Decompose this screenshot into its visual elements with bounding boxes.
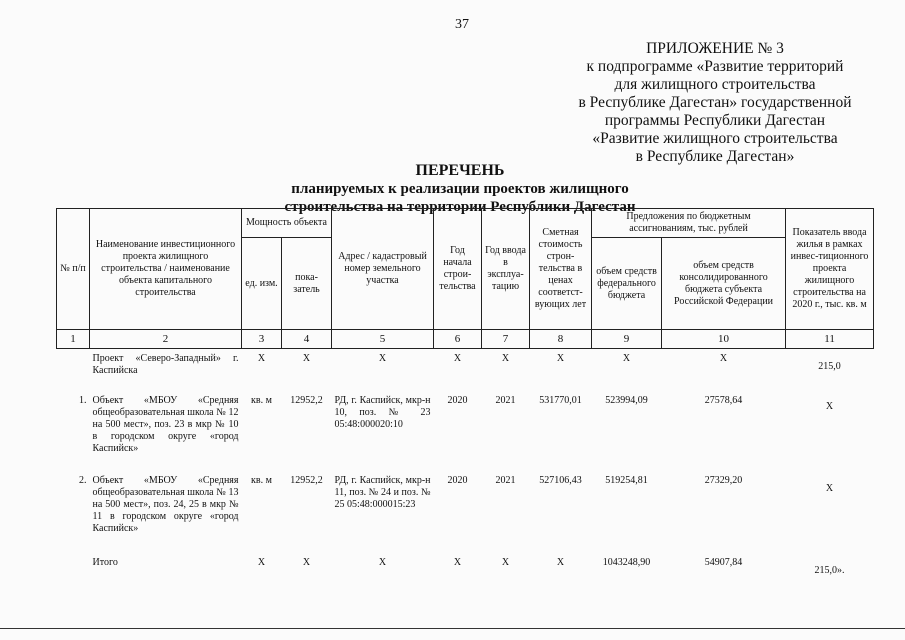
cell-indicator: 215,0». bbox=[814, 565, 845, 576]
appendix-line: ПРИЛОЖЕНИЕ № 3 bbox=[646, 40, 784, 57]
header-proposals: Предложения по бюджетным ассигнованиям, тыс. рублей bbox=[592, 209, 786, 238]
header-commission-year: Год ввода в эксплуа-тацию bbox=[482, 209, 530, 330]
col-number: 9 bbox=[592, 330, 662, 349]
cell-name: Объект «МБОУ «Средняя общеобразовательная школа № 13 на 500 мест», поз. 24, 25 в мкр № 11 в городском округе «город Каспийск» bbox=[92, 475, 239, 534]
cell-name: Объект «МБОУ «Средняя общеобразовательная школа № 12 на 500 мест», поз. 23 в мкр № 10 в городском округе «город Каспийск» bbox=[92, 395, 239, 454]
cell-commission: X bbox=[501, 557, 510, 568]
header-capacity: Мощность объекта bbox=[242, 209, 332, 238]
appendix-line: в Республике Дагестан» bbox=[635, 148, 795, 165]
cell-unit: кв. м bbox=[251, 475, 272, 486]
cell-name: Проект «Северо-Западный» г. Каспийска bbox=[92, 353, 239, 376]
col-number: 6 bbox=[434, 330, 482, 349]
title-line: строительства на территории Республики Дагестан bbox=[284, 199, 636, 215]
title-line: планируемых к реализации проектов жилищного bbox=[291, 181, 629, 197]
cell-cost: 531770,01 bbox=[539, 395, 582, 406]
cell-address: РД, г. Каспийск, мкр-н 10, поз. № 23 05:48:000020:10 bbox=[334, 395, 431, 430]
cell-federal: 519254,81 bbox=[605, 475, 648, 486]
appendix-heading bbox=[560, 40, 870, 166]
cell-num: 2. bbox=[79, 475, 87, 486]
header-unit: ед. изм. bbox=[242, 238, 282, 330]
column-number-row bbox=[57, 330, 874, 349]
appendix-line: «Развитие жилищного строительства bbox=[592, 130, 838, 147]
title-line: ПЕРЕЧЕНЬ bbox=[415, 162, 505, 179]
table-row-total bbox=[57, 553, 874, 597]
page-number: 37 bbox=[455, 17, 469, 32]
col-number: 11 bbox=[786, 330, 874, 349]
cell-name: Итого bbox=[92, 557, 118, 568]
col-number: 10 bbox=[662, 330, 786, 349]
header-value: пока-затель bbox=[282, 238, 332, 330]
cell-start: X bbox=[453, 353, 462, 364]
col-number: 2 bbox=[90, 330, 242, 349]
cell-regional: X bbox=[719, 353, 728, 364]
cell-unit: X bbox=[257, 353, 266, 364]
cell-value: 12952,2 bbox=[290, 475, 323, 486]
header-address: Адрес / кадастровый номер земельного участка bbox=[332, 209, 434, 330]
cell-federal: X bbox=[622, 353, 631, 364]
col-number: 1 bbox=[57, 330, 90, 349]
cell-indicator: 215,0 bbox=[818, 361, 841, 372]
cell-unit: кв. м bbox=[251, 395, 272, 406]
col-number: 5 bbox=[332, 330, 434, 349]
header-indicator: Показатель ввода жилья в рамках инвес-тиционного проекта жилищного строительства на 2020 г., тыс. кв. м bbox=[786, 209, 874, 330]
cell-indicator: X bbox=[825, 401, 834, 412]
table-row bbox=[57, 471, 874, 553]
table-row bbox=[57, 391, 874, 471]
cell-num: 1. bbox=[79, 395, 87, 406]
col-number: 7 bbox=[482, 330, 530, 349]
header-regional: объем средств консолидированного бюджета субъекта Российской Федерации bbox=[662, 238, 786, 330]
cell-start: 2020 bbox=[447, 475, 468, 486]
cell-address: X bbox=[378, 353, 387, 364]
appendix-line: в Республике Дагестан» государственной bbox=[578, 94, 852, 111]
cell-start: X bbox=[453, 557, 462, 568]
cell-federal: 1043248,90 bbox=[602, 557, 651, 568]
cell-indicator: X bbox=[825, 483, 834, 494]
cell-start: 2020 bbox=[447, 395, 468, 406]
cell-cost: X bbox=[556, 353, 565, 364]
cell-federal: 523994,09 bbox=[605, 395, 648, 406]
cell-address: X bbox=[378, 557, 387, 568]
cell-cost: 527106,43 bbox=[539, 475, 582, 486]
col-number: 4 bbox=[282, 330, 332, 349]
cell-commission: 2021 bbox=[495, 395, 516, 406]
appendix-line: программы Республики Дагестан bbox=[604, 112, 826, 129]
cell-regional: 27578,64 bbox=[704, 395, 743, 406]
col-number: 3 bbox=[242, 330, 282, 349]
cell-num bbox=[57, 349, 90, 392]
cell-value: 12952,2 bbox=[290, 395, 323, 406]
header-num: № п/п bbox=[57, 209, 90, 330]
cell-commission: X bbox=[501, 353, 510, 364]
page-bottom-rule bbox=[0, 628, 905, 629]
cell-num bbox=[57, 553, 90, 597]
cell-unit: X bbox=[257, 557, 266, 568]
cell-value: X bbox=[302, 557, 311, 568]
col-number: 8 bbox=[530, 330, 592, 349]
header-cost: Сметная стоимость строн-тельства в ценах соответст-вующих лет bbox=[530, 209, 592, 330]
cell-value: X bbox=[302, 353, 311, 364]
appendix-line: к подпрограмме «Развитие территорий bbox=[586, 58, 844, 75]
header-federal: объем средств федерального бюджета bbox=[592, 238, 662, 330]
header-name: Наименование инвестиционного проекта жилищного строительства / наименование объекта капитального строительства bbox=[90, 209, 242, 330]
cell-commission: 2021 bbox=[495, 475, 516, 486]
table-row bbox=[57, 349, 874, 392]
cell-cost: X bbox=[556, 557, 565, 568]
cell-regional: 27329,20 bbox=[704, 475, 743, 486]
appendix-line: для жилищного строительства bbox=[614, 76, 816, 93]
cell-address: РД, г. Каспийск, мкр-н 11, поз. № 24 и поз. № 25 05:48:000015:23 bbox=[334, 475, 431, 510]
header-start-year: Год начала строи-тельства bbox=[434, 209, 482, 330]
cell-regional: 54907,84 bbox=[704, 557, 743, 568]
projects-table bbox=[56, 208, 874, 597]
